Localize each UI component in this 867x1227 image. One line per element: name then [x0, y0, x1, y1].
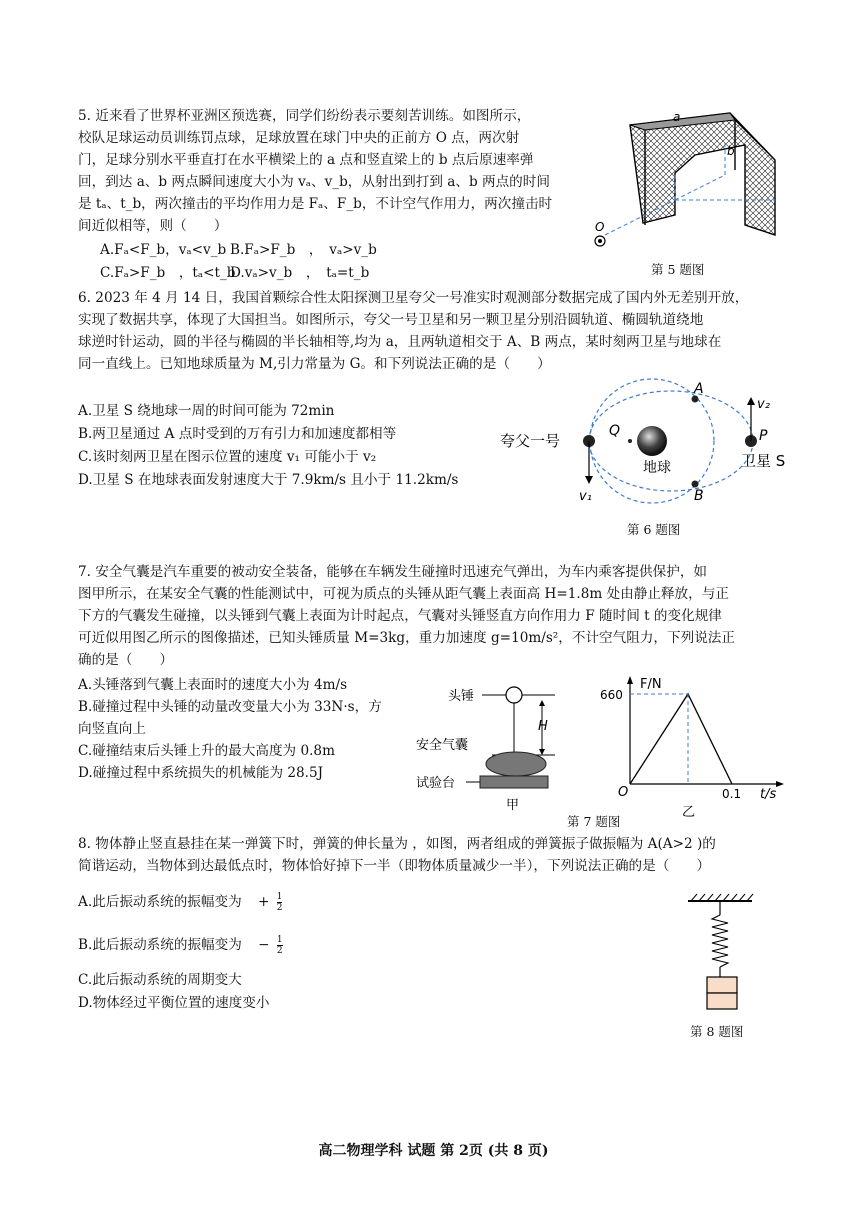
- q7-option-b-cont: 向竖直向上: [78, 721, 146, 737]
- q8-line-2: 简谐运动，当物体到达最低点时，物体恰好掉下一半（即物体质量减少一半），下列说法正确的是（ ）: [78, 858, 711, 874]
- elliptical-orbit: [589, 391, 753, 491]
- q8-option-b-text: B.此后振动系统的振幅变为: [78, 937, 242, 953]
- q5-line-2: 校队足球运动员训练罚点球，足球放置在球门中央的正前方 O 点，两次射: [78, 130, 520, 146]
- point-q-icon: [628, 439, 632, 443]
- q7-label-bag: 安全气囊: [416, 738, 469, 753]
- q8-option-a-fraction: [277, 892, 283, 913]
- point-b-icon: [692, 481, 699, 488]
- q7-label-origin: O: [618, 785, 629, 800]
- q8-option-a: [78, 892, 282, 914]
- block-top-half: [707, 977, 737, 993]
- q5-line-1: 5. 近来看了世界杯亚洲区预选赛，同学们纷纷表示要刻苦训练。如图所示，: [78, 108, 531, 124]
- q5-line-3: 门，足球分别水平垂直打在水平横梁上的 a 点和竖直梁上的 b 点后原速率弹: [78, 152, 534, 168]
- q6-option-a: A.卫星 S 绕地球一周的时间可能为 72min: [78, 403, 335, 419]
- q8-option-b-fraction: [277, 935, 283, 956]
- q6-label-p: P: [759, 428, 768, 444]
- q5-caption: 第 5 题图: [651, 262, 705, 277]
- q8-option-a-denominator: 2: [276, 903, 283, 913]
- football-icon: [595, 236, 605, 246]
- q7-option-b: B.碰撞过程中头锤的动量改变量大小为 33N·s，方: [78, 699, 382, 715]
- q7-figure-a: [410, 675, 560, 815]
- q8-line-1: 8. 物体静止竖直悬挂在某一弹簧下时，弹簧的伸长量为 ，如图，两者组成的弹簧振子做振幅为 A(A>2 )的: [78, 836, 716, 852]
- head-ball-icon: [506, 687, 522, 703]
- q6-option-c: C.该时刻两卫星在图示位置的速度 v₁ 可能小于 v₂: [78, 449, 377, 465]
- q6-option-b: B.两卫星通过 A 点时受到的万有引力和加速度都相等: [78, 426, 397, 442]
- q8-option-b-numerator: 1: [276, 935, 283, 945]
- q7-line-2: 图甲所示，在某安全气囊的性能测试中，可视为质点的头锤从距气囊上表面高 H=1.8m 处由静止释放，与正: [78, 586, 729, 602]
- q8-option-b-sign: −: [258, 937, 270, 953]
- q8-option-d: D.物体经过平衡位置的速度变小: [78, 995, 270, 1011]
- q7-option-d: D.碰撞过程中系统损失的机械能为 28.5J: [78, 765, 324, 781]
- q8-option-c: C.此后振动系统的周期变大: [78, 972, 242, 988]
- q7-line-5: 确的是（ ）: [78, 652, 174, 668]
- q6-line-3: 球逆时针运动，圆的半径与椭圆的半长轴相等,均为 a，且两轨道相交于 A、B 两点，某时刻两卫星与地球在: [78, 334, 722, 350]
- q5-label-o: O: [595, 220, 605, 234]
- spring-coil: [712, 915, 728, 967]
- q6-label-v2: v₂: [757, 397, 770, 412]
- page-footer: 高二物理学科 试题 第 2页 (共 8 页): [318, 1143, 549, 1159]
- q7-label-y-tick: 660: [600, 688, 623, 702]
- q8-figure-spring: [685, 893, 755, 1018]
- q7-label-sub-a: 甲: [506, 798, 520, 813]
- force-triangle: [630, 694, 732, 784]
- q8-option-a-numerator: 1: [276, 892, 283, 902]
- q5-option-a: A.Fₐ<F_b，vₐ<v_b: [100, 242, 227, 258]
- q6-label-kuafu: 夸父一号: [500, 432, 561, 450]
- q7-figure-b-graph: [600, 672, 790, 822]
- block-bottom-half: [707, 993, 737, 1009]
- earth-icon: [637, 426, 667, 456]
- q5-option-d: D.vₐ>v_b ， tₐ=t_b: [230, 265, 370, 281]
- q5-line-6: 间近似相等，则（ ）: [78, 218, 228, 234]
- goal-net: [630, 113, 775, 235]
- q8-option-a-text: A.此后振动系统的振幅变为: [78, 894, 242, 910]
- q7-label-x-axis: t/s: [760, 787, 777, 802]
- q7-option-c: C.碰撞结束后头锤上升的最大高度为 0.8m: [78, 743, 335, 759]
- q5-line-5: 是 tₐ、t_b，两次撞击的平均作用力是 Fₐ、F_b，不计空气作用力，两次撞击时: [78, 196, 553, 212]
- q7-label-y-axis: F/N: [640, 677, 662, 692]
- q6-label-q: Q: [609, 423, 621, 439]
- q7-label-sub-b: 乙: [682, 805, 696, 820]
- q6-option-d: D.卫星 S 在地球表面发射速度大于 7.9km/s 且小于 11.2km/s: [78, 472, 459, 488]
- q6-caption: 第 6 题图: [627, 522, 681, 537]
- q6-label-a: A: [694, 381, 704, 397]
- q6-label-earth: 地球: [643, 460, 671, 476]
- q6-label-satellite: 卫星 S: [741, 452, 786, 470]
- v2-arrow-icon: [747, 397, 755, 405]
- q8-option-b-denominator: 2: [276, 946, 283, 956]
- q5-figure-goal: [585, 105, 785, 255]
- test-table-icon: [480, 776, 548, 788]
- q7-label-h: H: [538, 719, 548, 734]
- q5-line-4: 回，到达 a、b 两点瞬间速度大小为 vₐ、v_b，从射出到打到 a、b 两点的时间: [78, 174, 550, 190]
- airbag-icon: [486, 752, 546, 776]
- ceiling-hatch: [691, 894, 753, 901]
- v1-arrow-icon: [585, 476, 593, 484]
- q7-label-head: 头锤: [448, 689, 475, 704]
- q6-label-v1: v₁: [579, 489, 592, 504]
- q7-line-4: 可近似用图乙所示的图像描述，已知头锤质量 M=3kg，重力加速度 g=10m/s²，不计空气阻力，下列说法正: [78, 630, 735, 646]
- q5-option-b: B.Fₐ>F_b ， vₐ>v_b: [230, 242, 377, 258]
- q8-option-b: [78, 935, 283, 957]
- q6-line-4: 同一直线上。已知地球质量为 M,引力常量为 G。和下列说法正确的是（ ）: [78, 356, 551, 372]
- q7-line-1: 7. 安全气囊是汽车重要的被动安全装备，能够在车辆发生碰撞时迅速充气弹出，为车内乘客提供保护，如: [78, 564, 708, 580]
- q8-caption: 第 8 题图: [690, 1024, 744, 1039]
- q6-line-2: 实现了数据共享，体现了大国担当。如图所示，夸父一号卫星和另一颗卫星分别沿圆轨道、椭圆轨道绕地: [78, 312, 704, 328]
- q6-figure-orbits: [495, 378, 800, 513]
- q8-option-a-sign: +: [258, 894, 270, 910]
- q5-label-a: a: [673, 110, 681, 124]
- q5-label-b: b: [727, 144, 735, 158]
- q7-option-a: A.头锤落到气囊上表面时的速度大小为 4m/s: [78, 677, 348, 693]
- q5-option-c: C.Fₐ>F_b ，tₐ<t_b: [100, 265, 236, 281]
- q7-line-3: 下方的气囊发生碰撞，以头锤到气囊上表面为计时起点，气囊对头锤竖直方向作用力 F 随时间 t 的变化规律: [78, 608, 722, 624]
- q6-label-b: B: [694, 488, 704, 504]
- q7-label-table: 试验台: [416, 776, 456, 791]
- q7-label-x-tick: 0.1: [722, 787, 742, 801]
- q6-line-1: 6. 2023 年 4 月 14 日，我国首颗综合性太阳探测卫星夸父一号准实时观测部分数据完成了国内外无差别开放，: [78, 290, 749, 306]
- q7-caption: 第 7 题图: [567, 814, 621, 829]
